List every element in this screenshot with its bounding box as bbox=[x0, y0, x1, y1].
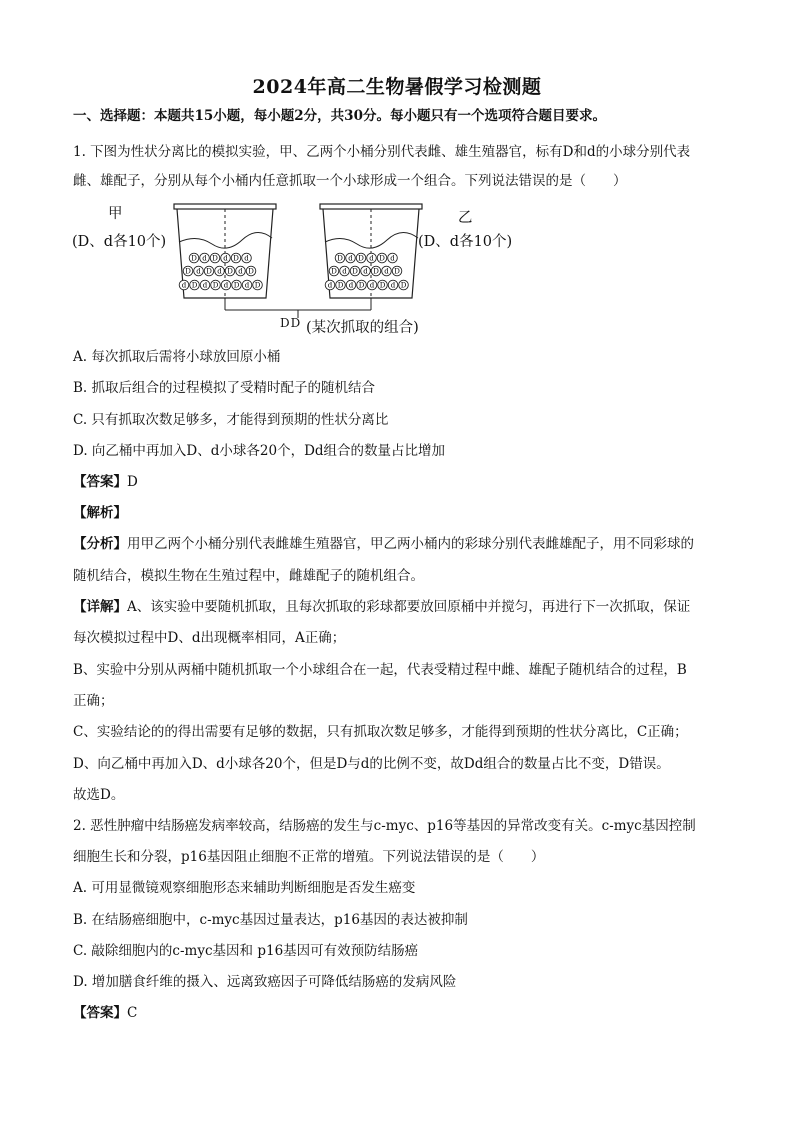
left-bucket-balls bbox=[179, 253, 262, 290]
ball-letter: d bbox=[390, 281, 396, 290]
q1-stem-line-1: 1. 下图为性状分离比的模拟实验，甲、乙两个小桶分别代表雌、雄生殖器官，标有D和d的小球分别代表 bbox=[73, 144, 691, 160]
ball-letter: d bbox=[244, 254, 249, 263]
right-bucket-name: 乙 bbox=[458, 210, 473, 226]
q1-xiangjie-line-1 bbox=[73, 597, 690, 617]
q1-fenxi-line-1 bbox=[73, 534, 694, 554]
ball-letter: d bbox=[369, 281, 375, 290]
ball-letter: D bbox=[358, 281, 365, 290]
ball-letter: D bbox=[352, 267, 358, 276]
q1-xiangjie-line-2: 每次模拟过程中D、d出现概率相同，A正确； bbox=[73, 630, 346, 646]
q1-figure bbox=[72, 198, 512, 343]
ball-letter: D bbox=[191, 254, 197, 263]
ball-letter: D bbox=[233, 254, 239, 263]
ball-letter: d bbox=[181, 281, 187, 290]
q1-fenxi-line-2: 随机结合，模拟生物在生殖过程中，雌雄配子的随机组合。 bbox=[73, 568, 424, 584]
xiangjie-text-1: A、该实验中要随机抓取，且每次抓取的彩球都要放回原桶中并搅匀，再进行下一次抓取，保证 bbox=[127, 599, 691, 615]
ball-letter: d bbox=[363, 267, 368, 276]
ball-letter: d bbox=[369, 254, 374, 263]
ball-letter: d bbox=[202, 254, 207, 263]
xiangjie-tag: 【详解】 bbox=[73, 599, 127, 615]
answer-tag: 【答案】 bbox=[73, 474, 127, 490]
q2-option-b: B. 在结肠癌细胞中，c-myc基因过量表达，p16基因的表达被抑制 bbox=[73, 912, 468, 928]
ball-letter: d bbox=[327, 281, 333, 290]
q1-option-a: A. 每次抓取后需将小球放回原小桶 bbox=[73, 349, 281, 365]
page-title: 2024年高二生物暑假学习检测题 bbox=[252, 76, 542, 98]
ball-letter: D bbox=[185, 267, 191, 276]
ball-letter: d bbox=[348, 254, 353, 263]
ball-letter: d bbox=[390, 254, 395, 263]
left-bucket-note: (D、d各10个) bbox=[72, 234, 167, 250]
left-bucket-name: 甲 bbox=[108, 206, 123, 222]
q1-xiangjie-line-4: 正确； bbox=[73, 693, 114, 709]
ball-letter: D bbox=[400, 281, 407, 290]
q1-analysis-tag: 【解析】 bbox=[73, 505, 127, 521]
ball-letter: d bbox=[223, 254, 228, 263]
ball-letter: d bbox=[217, 267, 222, 276]
ball-letter: D bbox=[358, 254, 364, 263]
ball-letter: D bbox=[212, 254, 218, 263]
q2-option-c: C. 敲除细胞内的c-myc基因和 p16基因可有效预防结肠癌 bbox=[73, 943, 419, 959]
ball-letter: D bbox=[379, 254, 385, 263]
ball-letter: D bbox=[206, 267, 212, 276]
q2-option-d: D. 增加膳食纤维的摄入、远离致癌因子可降低结肠癌的发病风险 bbox=[73, 974, 457, 990]
q2-stem-line-2: 细胞生长和分裂，p16基因阻止细胞不正常的增殖。下列说法错误的是（ ） bbox=[73, 849, 545, 865]
ball-letter: D bbox=[191, 281, 198, 290]
ball-letter: D bbox=[331, 267, 337, 276]
answer-value: D bbox=[127, 474, 138, 490]
right-bucket-balls bbox=[325, 253, 408, 290]
q1-option-b: B. 抓取后组合的过程模拟了受精时配子的随机结合 bbox=[73, 380, 376, 396]
q1-answer bbox=[73, 472, 138, 492]
q1-xiangjie-line-7: 故选D。 bbox=[73, 787, 125, 803]
ball-letter: D bbox=[212, 281, 219, 290]
ball-letter: D bbox=[254, 281, 261, 290]
ball-letter: D bbox=[379, 281, 386, 290]
q1-xiangjie-line-6: D、向乙桶中再加入D、d小球各20个，但是D与d的比例不变，故Dd组合的数量占比不变，D错误。 bbox=[73, 756, 670, 772]
q2-stem-line-1: 2. 恶性肿瘤中结肠癌发病率较高，结肠癌的发生与c-myc、p16等基因的异常改变有关。c-myc基因控制 bbox=[73, 818, 696, 834]
section-heading: 一、选择题：本题共15小题，每小题2分，共30分。每小题只有一个选项符合题目要求。 bbox=[73, 108, 606, 124]
q2-option-a: A. 可用显微镜观察细胞形态来辅助判断细胞是否发生癌变 bbox=[73, 880, 416, 896]
combo-caption: (某次抓取的组合) bbox=[306, 320, 419, 336]
fenxi-tag: 【分析】 bbox=[73, 536, 127, 552]
ball-letter: d bbox=[342, 267, 347, 276]
answer-tag: 【答案】 bbox=[73, 1005, 127, 1021]
answer-value: C bbox=[127, 1005, 138, 1021]
q1-stem-line-2: 雌、雄配子，分别从每个小桶内任意抓取一个小球形成一个组合。下列说法错误的是（ ） bbox=[73, 173, 627, 189]
ball-letter: d bbox=[223, 281, 229, 290]
right-bucket-note: (D、d各10个) bbox=[418, 234, 513, 250]
q1-option-c: C. 只有抓取次数足够多，才能得到预期的性状分离比 bbox=[73, 412, 389, 428]
q1-xiangjie-line-5: C、实验结论的的得出需要有足够的数据，只有抓取次数足够多，才能得到预期的性状分离比，C正确； bbox=[73, 724, 688, 740]
ball-letter: d bbox=[196, 267, 201, 276]
ball-letter: D bbox=[227, 267, 233, 276]
ball-letter: D bbox=[337, 254, 343, 263]
q1-xiangjie-line-3: B、实验中分别从两桶中随机抓取一个小球组合在一起，代表受精过程中雌、雄配子随机结合的过程，B bbox=[73, 662, 687, 678]
q2-answer bbox=[73, 1003, 137, 1023]
fenxi-text-1: 用甲乙两个小桶分别代表雌雄生殖器官，甲乙两小桶内的彩球分别代表雌雄配子，用不同彩球的 bbox=[127, 536, 694, 552]
combo-balls: DD bbox=[280, 316, 302, 330]
ball-letter: d bbox=[202, 281, 208, 290]
ball-letter: D bbox=[394, 267, 400, 276]
q1-option-d: D. 向乙桶中再加入D、d小球各20个，Dd组合的数量占比增加 bbox=[73, 443, 446, 459]
ball-letter: D bbox=[233, 281, 240, 290]
ball-letter: d bbox=[348, 281, 354, 290]
ball-letter: d bbox=[384, 267, 389, 276]
ball-letter: d bbox=[238, 267, 243, 276]
ball-letter: d bbox=[244, 281, 250, 290]
ball-letter: D bbox=[373, 267, 379, 276]
ball-letter: D bbox=[248, 267, 254, 276]
ball-letter: D bbox=[337, 281, 344, 290]
